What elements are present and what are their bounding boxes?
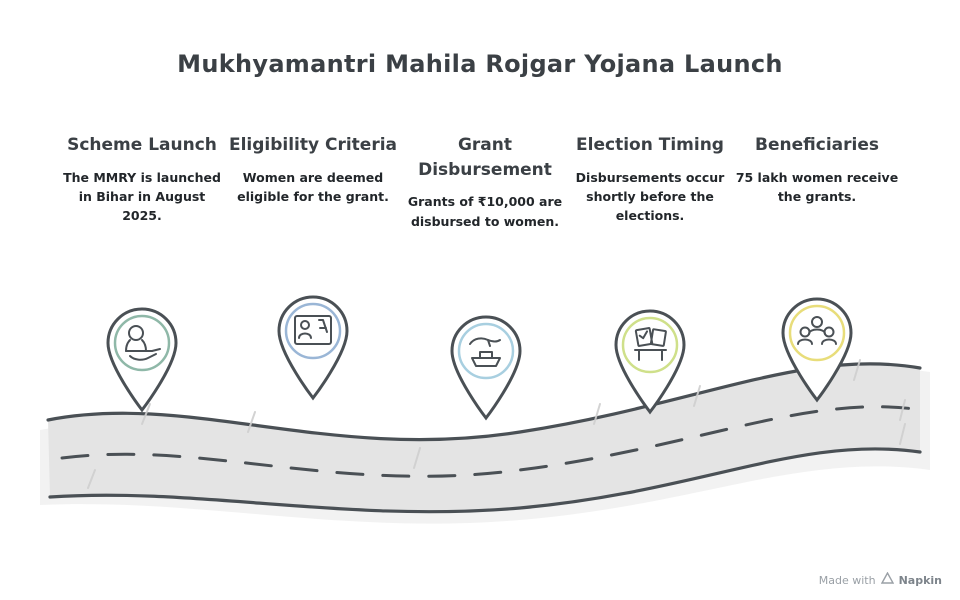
- step-2-description: Women are deemed eligible for the grant.: [237, 169, 389, 205]
- step-3-title: Grant Disbursement: [418, 135, 552, 180]
- page-title: Mukhyamantri Mahila Rojgar Yojana Launch: [177, 50, 783, 78]
- step-1-title: Scheme Launch: [67, 135, 217, 155]
- step-4: [565, 133, 735, 226]
- step-3-pin[interactable]: [430, 296, 542, 421]
- step-5: [732, 133, 902, 206]
- step-5-description: 75 lakh women receive the grants.: [735, 169, 899, 205]
- step-5-title: Beneficiaries: [755, 135, 879, 155]
- step-4-pin[interactable]: [594, 290, 706, 415]
- step-1-description: The MMRY is launched in Bihar in August 2025.: [63, 169, 221, 224]
- footer-credit: [819, 572, 942, 588]
- footer-made-with-label: Made with: [818, 573, 876, 587]
- step-1: [57, 133, 227, 226]
- step-3: [400, 133, 570, 231]
- step-4-title: Election Timing: [576, 135, 724, 155]
- napkin-logo-icon: [881, 572, 894, 588]
- footer-brand-label: Napkin: [898, 573, 942, 587]
- step-4-description: Disbursements occur shortly before the elections.: [575, 169, 725, 224]
- step-1-pin[interactable]: [86, 288, 198, 413]
- step-2-pin[interactable]: [257, 276, 369, 401]
- step-2-title: Eligibility Criteria: [228, 135, 398, 155]
- step-2: [228, 133, 398, 206]
- step-5-pin[interactable]: [761, 278, 873, 403]
- step-3-description: Grants of ₹10,000 are disbursed to women.: [407, 194, 563, 229]
